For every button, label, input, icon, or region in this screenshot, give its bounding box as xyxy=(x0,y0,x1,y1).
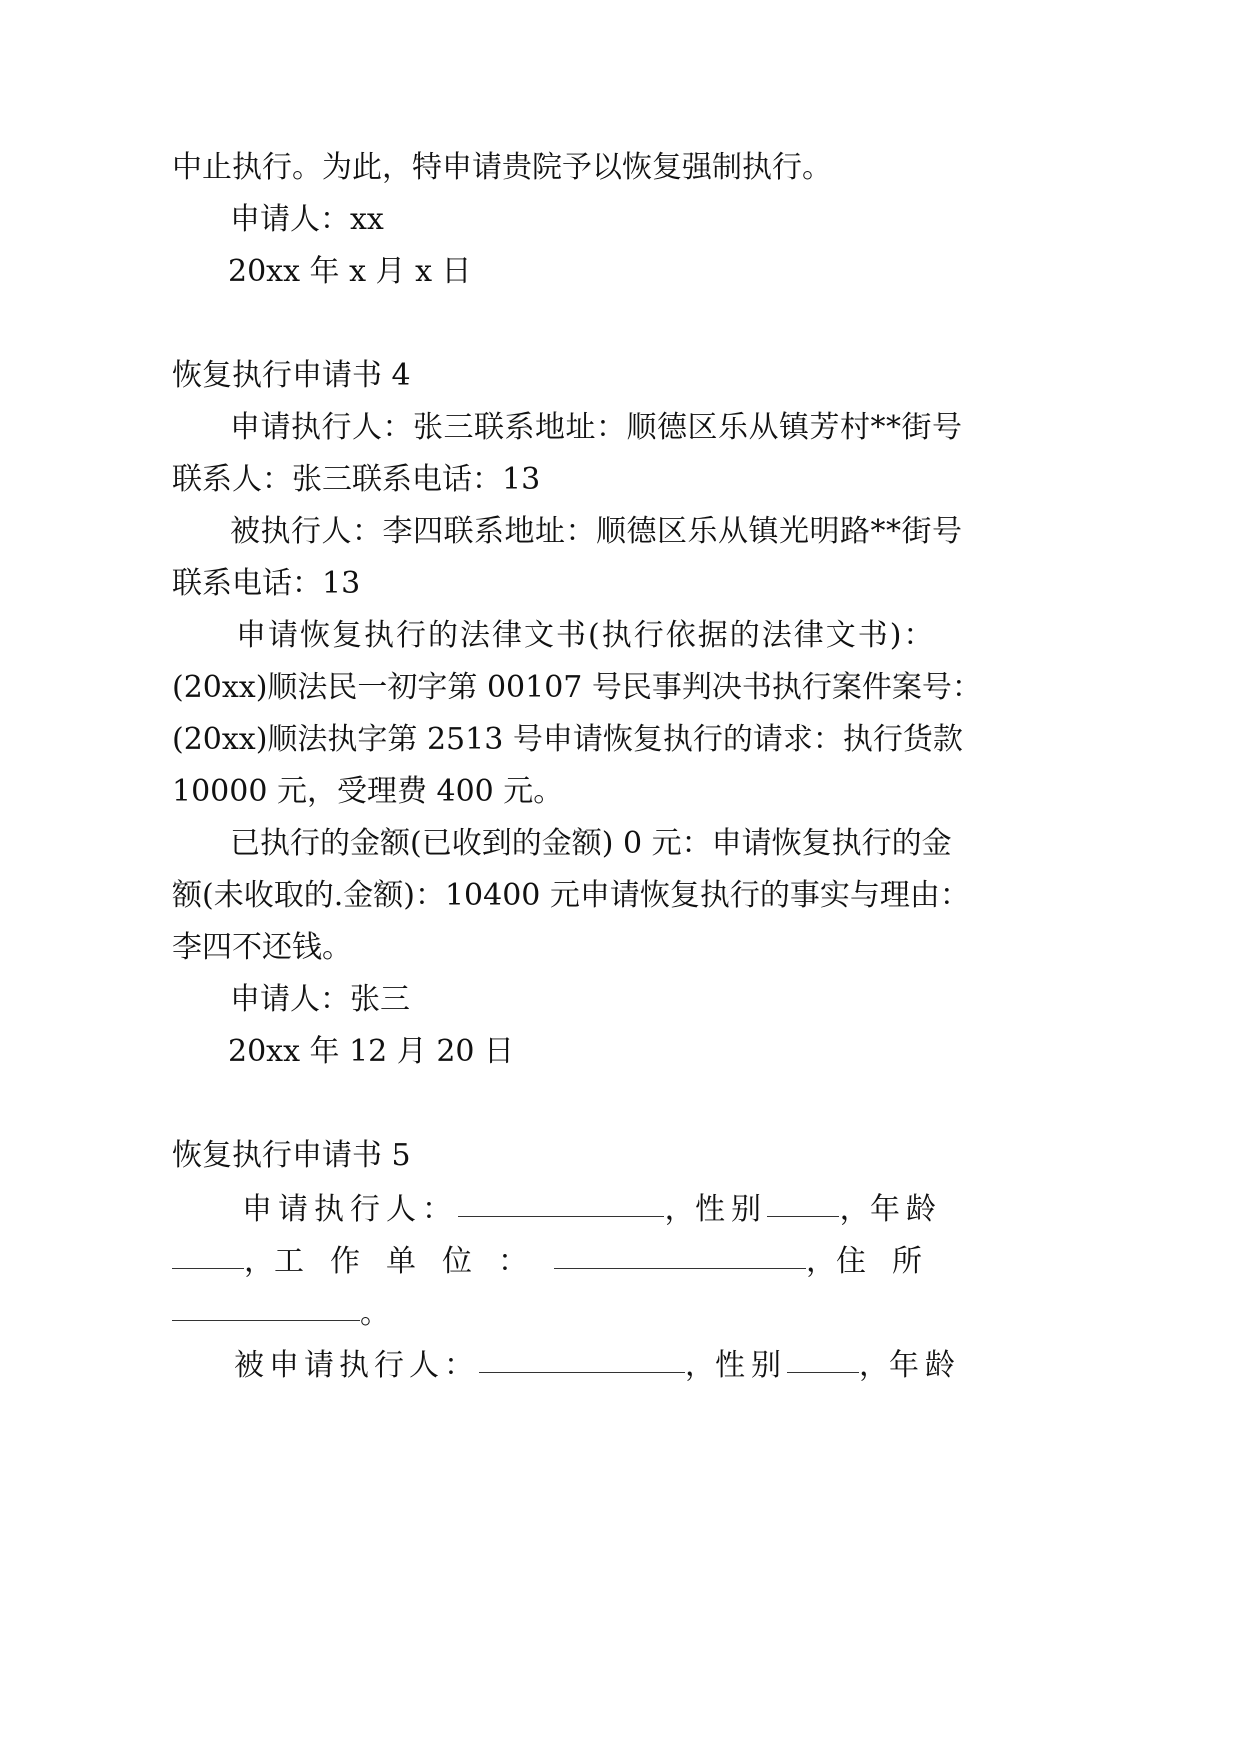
line-text: 申请执行人：张三联系地址：顺德区乐从镇芳村**街号 xyxy=(230,410,963,445)
paragraph-line xyxy=(0,772,1241,812)
paragraph-line xyxy=(0,668,1241,708)
respondent-name-blank[interactable] xyxy=(479,1346,685,1373)
comma: ， xyxy=(839,1192,870,1227)
line-text: 被执行人：李四联系地址：顺德区乐从镇光明路**街号 xyxy=(230,514,963,549)
date-line xyxy=(0,252,1241,292)
form-line xyxy=(0,1294,1241,1334)
respondent-label: 被申请执行人： xyxy=(234,1348,479,1383)
residence-blank[interactable] xyxy=(172,1294,360,1321)
comma: ， xyxy=(664,1192,695,1227)
age-label: 年龄 xyxy=(889,1348,961,1383)
applicant-name-blank[interactable] xyxy=(458,1190,664,1217)
section-title-text: 恢复执行申请书 5 xyxy=(172,1138,411,1173)
paragraph-line xyxy=(0,876,1241,916)
paragraph-line xyxy=(0,512,1241,552)
line-text: 已执行的金额(已收到的金额) 0 元：申请恢复执行的金 xyxy=(230,826,952,861)
gender-label: 性别 xyxy=(715,1348,787,1383)
signature-line xyxy=(0,200,1241,240)
gender-blank[interactable] xyxy=(787,1346,859,1373)
section-title-text: 恢复执行申请书 4 xyxy=(172,358,411,393)
comma: ， xyxy=(244,1244,274,1279)
work-unit-row xyxy=(172,1242,948,1282)
date-line xyxy=(0,1032,1241,1072)
paragraph-line xyxy=(0,928,1241,968)
comma: ， xyxy=(859,1348,889,1383)
period: 。 xyxy=(360,1296,390,1331)
line-text: 20xx 年 12 月 20 日 xyxy=(228,1034,515,1069)
line-text: 联系电话：13 xyxy=(172,566,361,601)
work-unit-blank[interactable] xyxy=(554,1242,806,1269)
comma: ， xyxy=(685,1348,715,1383)
line-text: (20xx)顺法执字第 2513 号申请恢复执行的请求：执行货款 xyxy=(172,722,963,757)
section-title xyxy=(0,356,1241,396)
age-blank[interactable] xyxy=(172,1242,244,1269)
work-unit-label: 工作单位： xyxy=(274,1244,554,1279)
paragraph-line xyxy=(0,616,1241,656)
paragraph-line xyxy=(0,460,1241,500)
line-text: 10000 元，受理费 400 元。 xyxy=(172,774,564,809)
paragraph-line xyxy=(0,148,1241,188)
line-text: 申请人：张三 xyxy=(230,982,410,1017)
paragraph-line xyxy=(0,824,1241,864)
form-line xyxy=(0,1242,1241,1282)
applicant-row xyxy=(242,1190,942,1230)
age-label: 年龄 xyxy=(869,1192,942,1227)
line-text: 中止执行。为此，特申请贵院予以恢复强制执行。 xyxy=(172,150,832,185)
comma: ， xyxy=(806,1244,836,1279)
paragraph-line xyxy=(0,564,1241,604)
line-text: 申请恢复执行的法律文书(执行依据的法律文书)： xyxy=(236,618,936,653)
applicant-label: 申请执行人： xyxy=(242,1192,458,1227)
section-title xyxy=(0,1136,1241,1176)
form-line xyxy=(0,1190,1241,1230)
line-text: (20xx)顺法民一初字第 00107 号民事判决书执行案件案号： xyxy=(172,670,982,705)
gender-blank[interactable] xyxy=(767,1190,839,1217)
gender-label: 性别 xyxy=(694,1192,767,1227)
respondent-row xyxy=(234,1346,961,1386)
line-text: 额(未收取的.金额)：10400 元申请恢复执行的事实与理由： xyxy=(172,878,970,913)
paragraph-line xyxy=(0,408,1241,448)
form-line xyxy=(0,1346,1241,1386)
line-text: 20xx 年 x 月 x 日 xyxy=(228,254,472,289)
paragraph-line xyxy=(0,720,1241,760)
signature-line xyxy=(0,980,1241,1020)
line-text: 李四不还钱。 xyxy=(172,930,352,965)
line-text: 联系人：张三联系电话：13 xyxy=(172,462,541,497)
residence-label: 住所 xyxy=(836,1244,948,1279)
line-text: 申请人：xx xyxy=(230,202,384,237)
